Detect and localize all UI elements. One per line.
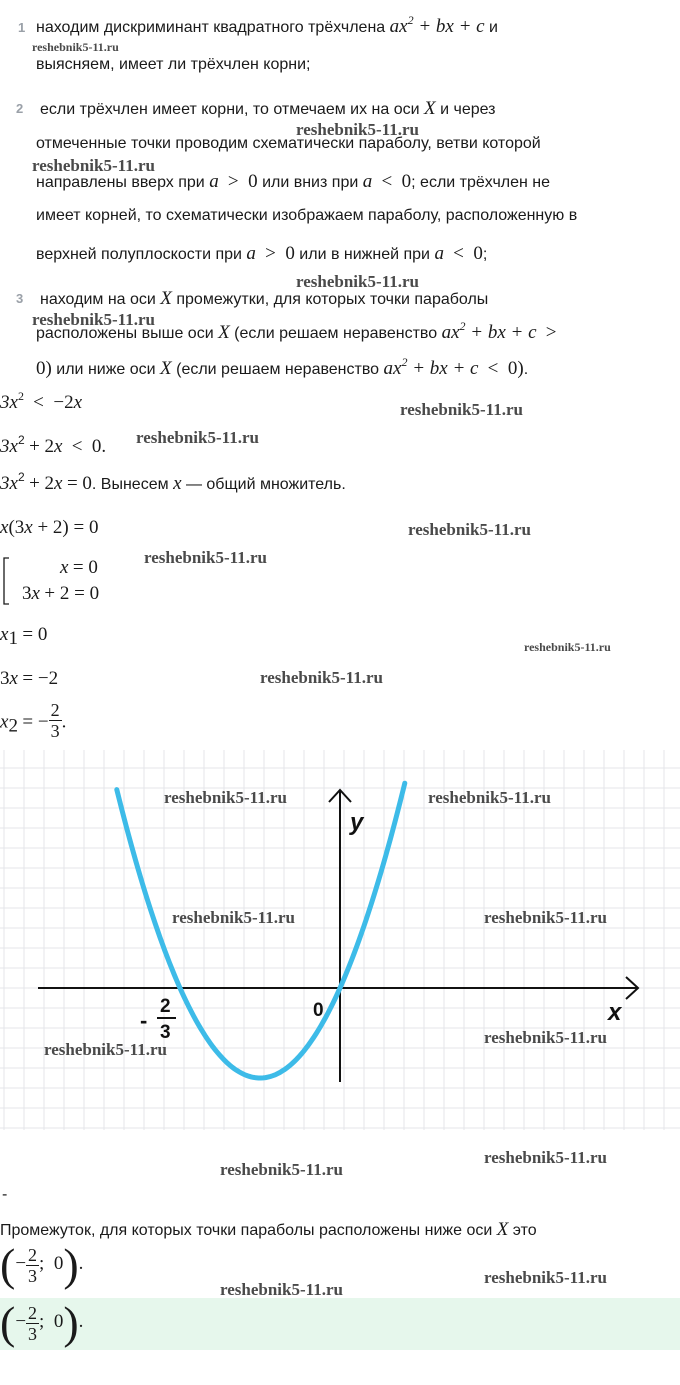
watermark: reshebnik5-11.ru: [172, 908, 295, 927]
dash: -: [2, 1186, 8, 1203]
watermark: reshebnik5-11.ru: [32, 310, 155, 329]
watermark: reshebnik5-11.ru: [32, 40, 119, 54]
watermark: reshebnik5-11.ru: [164, 788, 287, 807]
system-eq-1: x = 0: [60, 557, 98, 578]
parabola-graph: [0, 750, 680, 1130]
watermark: reshebnik5-11.ru: [428, 788, 551, 807]
root-sign: -: [140, 1008, 148, 1033]
watermark: reshebnik5-11.ru: [484, 1028, 607, 1047]
watermark: reshebnik5-11.ru: [524, 640, 611, 654]
step-1-line-1: находим дискриминант квадратного трёхчлена $ax^2$ + bx + c и: [36, 13, 498, 37]
graph-svg: [0, 750, 680, 1130]
answer-box: [0, 1298, 680, 1350]
inequality: $3x^2 < -2x$: [0, 389, 83, 413]
watermark: reshebnik5-11.ru: [220, 1280, 343, 1299]
step-number: 2: [16, 101, 24, 116]
step-1-line-2: выясняем, имеет ли трёхчлен корни;: [36, 56, 311, 73]
step-number: 1: [18, 20, 26, 35]
watermark: reshebnik5-11.ru: [44, 1040, 167, 1059]
step-number: 3: [16, 291, 24, 306]
watermark: reshebnik5-11.ru: [144, 548, 267, 567]
watermark: reshebnik5-11.ru: [408, 520, 531, 539]
watermark: reshebnik5-11.ru: [136, 428, 259, 447]
root-2: $x_2$ = − $\frac{2}{3}$ .: [0, 700, 67, 741]
y-label: y: [350, 809, 364, 836]
x-label: x: [608, 999, 622, 1026]
watermark: reshebnik5-11.ru: [296, 120, 419, 139]
watermark: reshebnik5-11.ru: [400, 400, 523, 419]
equation: $3x^2 + 2x = 0$. Вынесем x — общий множитель.: [0, 470, 346, 494]
interval-statement: Промежуток, для которых точки параболы расположены ниже оси X это: [0, 1219, 537, 1240]
bracket-icon: [0, 556, 12, 606]
watermark: reshebnik5-11.ru: [484, 1148, 607, 1167]
answer-interval: (− $\frac{2}{3}$ ; 0).: [0, 1297, 84, 1348]
root-1: $x_1 = 0$: [0, 624, 48, 649]
watermark: reshebnik5-11.ru: [296, 272, 419, 291]
system-eq-2: 3x + 2 = 0: [22, 583, 100, 604]
watermark: reshebnik5-11.ru: [32, 156, 155, 175]
root-denominator: 3: [160, 1022, 171, 1043]
linear-eq: 3x = −2: [0, 668, 59, 689]
inequality-moved: $3x^2 + 2x < 0$.: [0, 433, 107, 457]
watermark: reshebnik5-11.ru: [220, 1160, 343, 1179]
watermark: reshebnik5-11.ru: [260, 668, 383, 687]
root-numerator: 2: [160, 996, 171, 1017]
system-bracket: [0, 556, 12, 611]
interval-result: (− $\frac{2}{3}$ ; 0).: [0, 1239, 84, 1290]
factored-equation: x(3x + 2) = 0: [0, 517, 99, 538]
origin-label: 0: [313, 1000, 324, 1021]
watermark: reshebnik5-11.ru: [484, 1268, 607, 1287]
watermark: reshebnik5-11.ru: [484, 908, 607, 927]
